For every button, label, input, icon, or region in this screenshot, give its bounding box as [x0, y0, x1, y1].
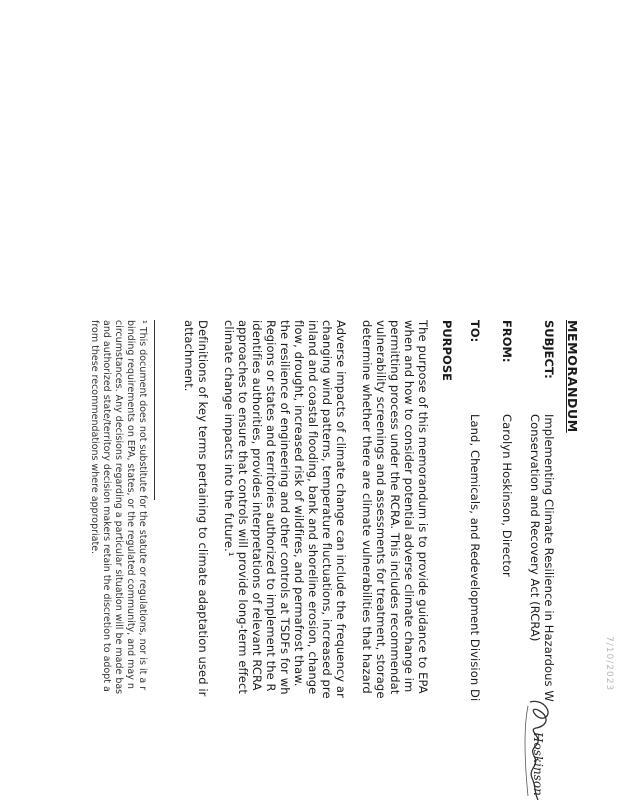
subject-label: SUBJECT:: [542, 320, 556, 379]
impacts-line-4: flow, drought, increased risk of wildfires, and permafrost thaw.: [292, 320, 306, 687]
impacts-line-3: inland and coastal flooding, bank and shoreline erosion, change: [306, 320, 320, 695]
to-label: TO:: [468, 320, 482, 343]
purpose-line-5: determine whether there are climate vulnerabilities that hazard: [360, 320, 374, 694]
footnote-separator: [154, 320, 155, 500]
impacts-line-9: climate change impacts into the future.¹: [222, 320, 236, 557]
impacts-line-7: identifies authorities, provides interpretations of relevant RCRA: [250, 320, 264, 691]
impacts-line-6: Regions or states and territories authorized to implement the R: [264, 320, 278, 692]
purpose-line-1: The purpose of this memorandum is to provide guidance to EPA: [416, 320, 430, 694]
impacts-line-8: approaches to ensure that controls will provide long-term effect: [236, 320, 250, 695]
from-text: Carolyn Hoskinson, Director: [500, 414, 514, 577]
to-text: Land, Chemicals, and Redevelopment Division Di: [468, 414, 482, 702]
memo-title: MEMORANDUM: [565, 320, 580, 433]
signature-text: Hoskinson: [531, 732, 545, 796]
purpose-heading: PURPOSE: [440, 320, 454, 381]
impacts-line-1: Adverse impacts of climate change can include the frequency ar: [334, 320, 348, 698]
impacts-line-2: changing wind patterns, temperature fluctuations, increased pre: [320, 320, 334, 699]
footnote-line-2: binding requirements on EPA, states, or the regulated community, and may n: [125, 320, 136, 689]
definitions-line-1: Definitions of key terms pertaining to climate adaptation used ir: [196, 320, 210, 697]
impacts-line-5: the resilience of engineering and other controls at TSDFs for wh: [278, 320, 292, 695]
subject-line-1: Implementing Climate Resilience in Hazardous W: [542, 414, 556, 702]
signature-mark: [518, 696, 558, 800]
purpose-line-3: permitting process under the RCRA. This includes recommendat: [388, 320, 402, 695]
subject-line-2: Conservation and Recovery Act (RCRA): [528, 414, 542, 642]
footnote-line-1: ¹ This document does not substitute for the statute or regulations, nor is it a r: [137, 320, 148, 691]
purpose-line-2: when and how to consider potential adverse climate change im: [402, 320, 416, 693]
purpose-line-4: vulnerability screenings and assessments for treatment, storage: [374, 320, 388, 699]
footnote-line-4: and authorized state/territory decision makers retain the discretion to adopt a: [101, 320, 112, 692]
from-label: FROM:: [500, 320, 514, 363]
date-stamp: 7/10/2023: [604, 636, 614, 692]
footnote-line-5: from these recommendations where appropriate.: [89, 320, 100, 555]
footnote-line-3: circumstances. Any decisions regarding a particular situation will be made bas: [113, 320, 124, 695]
definitions-line-2: attachment.: [182, 320, 196, 392]
